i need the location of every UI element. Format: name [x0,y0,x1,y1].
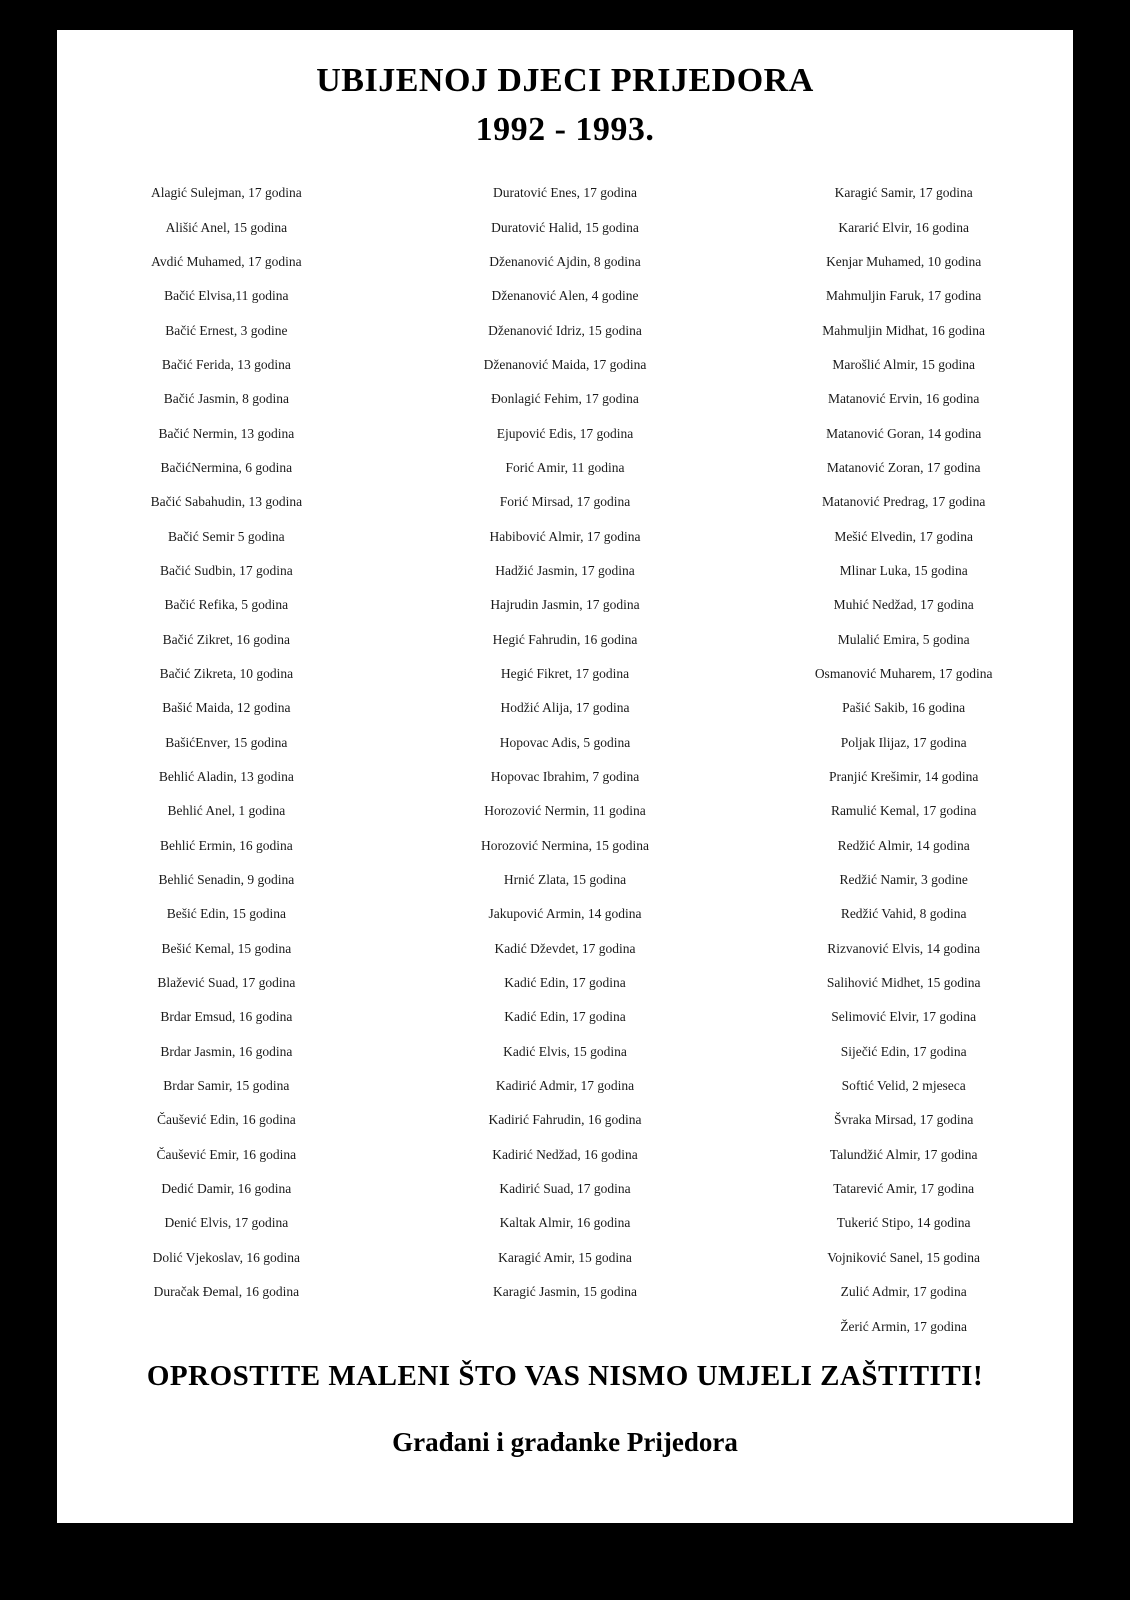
victim-entry: Tukerić Stipo, 14 godina [836,1215,971,1231]
victim-entry: Alagić Sulejman, 17 godina [150,185,302,201]
victim-entry: Ejupović Edis, 17 godina [496,425,634,441]
victim-entry: Hopovac Adis, 5 godina [499,734,631,750]
victim-entry: Ramulić Kemal, 17 godina [830,803,977,819]
victim-entry: Habibović Almir, 17 godina [489,528,641,544]
victim-entry: Denić Elvis, 17 godina [164,1215,289,1231]
victim-entry: Hrnić Zlata, 15 godina [503,872,627,888]
victim-entry: Duratović Halid, 15 godina [491,219,639,235]
victim-entry: Čaušević Emir, 16 godina [156,1146,297,1162]
victim-entry: Avdić Muhamed, 17 godina [151,253,302,269]
victim-entry: Mlinar Luka, 15 godina [839,562,968,578]
victim-entry: Dženanović Ajdin, 8 godina [489,253,641,269]
victim-entry: BašićEnver, 15 godina [165,734,288,750]
victim-entry: Bašić Maida, 12 godina [162,700,291,716]
victim-entry: Mešić Elvedin, 17 godina [834,528,974,544]
victim-entry: Bačić Ferida, 13 godina [161,356,291,372]
victim-entry: Matanović Zoran, 17 godina [826,459,981,475]
victim-entry: Marošlić Almir, 15 godina [832,356,976,372]
victim-entry: Duračak Đemal, 16 godina [153,1284,300,1300]
victim-entry: Kadirić Nedžad, 16 godina [492,1146,638,1162]
victim-entry: Bačić Elvisa,11 godina [164,288,289,304]
victim-entry: Pranjić Krešimir, 14 godina [828,769,979,785]
victim-entry: Čaušević Edin, 16 godina [156,1112,296,1128]
victim-entry: Bačić Jasmin, 8 godina [163,391,289,407]
victim-entry: Horozović Nermin, 11 godina [484,803,646,819]
victim-entry: Matanović Goran, 14 godina [826,425,982,441]
victim-entry: Dženanović Idriz, 15 godina [488,322,642,338]
victim-column-3 [734,176,1073,1344]
victim-entry: Bačić Sabahudin, 13 godina [150,494,303,510]
victim-entry: Đonlagić Fehim, 17 godina [491,391,639,407]
victim-entry: Švraka Mirsad, 17 godina [833,1112,974,1128]
victim-entry: Tatarević Amir, 17 godina [833,1181,975,1197]
victim-entry: Mulalić Emira, 5 godina [837,631,970,647]
victim-entry: Jakupović Armin, 14 godina [488,906,642,922]
victim-entry: Dedić Damir, 16 godina [161,1181,292,1197]
victim-entry: Muhić Nedžad, 17 godina [833,597,974,613]
victim-entry: Kenjar Muhamed, 10 godina [826,253,982,269]
page-title [57,56,1073,154]
victim-entry: Ališić Anel, 15 godina [165,219,288,235]
victim-entry: Bačić Refika, 5 godina [164,597,289,613]
apology-text: OPROSTITE MALENI ŠTO VAS NISMO UMJELI ZAŠTITITI! [146,1359,984,1392]
victim-entry: Bešić Edin, 15 godina [166,906,286,922]
victim-column-1 [57,176,396,1344]
victim-entry: Bešić Kemal, 15 godina [161,940,292,956]
victim-entry: Blažević Suad, 17 godina [157,975,296,991]
victim-entry: Kaltak Almir, 16 godina [499,1215,631,1231]
victim-entry: Bačić Semir 5 godina [168,528,285,544]
victim-entry: Mahmuljin Faruk, 17 godina [826,288,982,304]
victim-entry: Behlić Anel, 1 godina [167,803,286,819]
victim-entry: Kadić Elvis, 15 godina [503,1043,627,1059]
victim-entry: Kadić Dževdet, 17 godina [494,940,636,956]
victim-entry: Brdar Emsud, 16 godina [160,1009,293,1025]
victim-entry: Karagić Amir, 15 godina [498,1249,632,1265]
victim-entry: Bačić Nermin, 13 godina [158,425,295,441]
victim-entry: Mahmuljin Midhat, 16 godina [822,322,986,338]
victim-entry: Forić Mirsad, 17 godina [499,494,631,510]
victim-entry: Poljak Ilijaz, 17 godina [840,734,967,750]
victim-entry: Selimović Elvir, 17 godina [831,1009,977,1025]
victim-entry: Karagić Samir, 17 godina [834,185,973,201]
victim-entry: Dolić Vjekoslav, 16 godina [152,1249,301,1265]
victim-entry: Hopovac Ibrahim, 7 godina [490,769,640,785]
victim-entry: Forić Amir, 11 godina [505,459,625,475]
victim-entry: Bačić Zikret, 16 godina [162,631,291,647]
victim-entry: Behlić Ermin, 16 godina [159,837,293,853]
victim-entry: Salihović Midhet, 15 godina [826,975,981,991]
victim-entry: Softić Velid, 2 mjeseca [841,1078,966,1094]
victim-entry: Vojniković Sanel, 15 godina [827,1249,981,1265]
victim-entry: Hodžić Alija, 17 godina [500,700,630,716]
victim-entry: Matanović Ervin, 16 godina [827,391,980,407]
victim-entry: Osmanović Muharem, 17 godina [814,665,993,681]
victim-entry: Brdar Jasmin, 16 godina [160,1043,293,1059]
victim-entry: Rizvanović Elvis, 14 godina [827,940,981,956]
victim-entry: Zulić Admir, 17 godina [840,1284,967,1300]
victim-entry: Bačić Ernest, 3 godine [165,322,288,338]
victim-entry: Redžić Almir, 14 godina [837,837,970,853]
victim-entry: Hajrudin Jasmin, 17 godina [490,597,640,613]
victim-entry: Žerić Armin, 17 godina [840,1318,968,1334]
victim-entry: Redžić Vahid, 8 godina [840,906,967,922]
victim-entry: Bačić Zikreta, 10 godina [159,665,294,681]
victim-entry: Kadirić Fahrudin, 16 godina [488,1112,642,1128]
victim-entry: Dženanović Maida, 17 godina [483,356,647,372]
victim-entry: Brdar Samir, 15 godina [163,1078,290,1094]
victim-entry: BačićNermina, 6 godina [160,459,293,475]
victim-entry: Horozović Nermina, 15 godina [481,837,649,853]
victim-entry: Karagić Jasmin, 15 godina [493,1284,637,1300]
victim-column-2 [396,176,735,1344]
victim-entry: Hadžić Jasmin, 17 godina [495,562,635,578]
victim-entry: Kadirić Suad, 17 godina [499,1181,631,1197]
victim-entry: Hegić Fahrudin, 16 godina [492,631,638,647]
victim-entry: Bačić Sudbin, 17 godina [159,562,293,578]
victim-entry: Redžić Namir, 3 godine [839,872,968,888]
victim-entry: Kadirić Admir, 17 godina [495,1078,635,1094]
victim-entry: Hegić Fikret, 17 godina [500,665,630,681]
victim-entry: Kadić Edin, 17 godina [504,975,626,991]
victim-entry: Siječić Edin, 17 godina [840,1043,967,1059]
victim-entry: Kararić Elvir, 16 godina [838,219,970,235]
victim-entry: Talundžić Almir, 17 godina [829,1146,978,1162]
victim-entry: Dženanović Alen, 4 godine [491,288,639,304]
title-line-2: 1992 - 1993. [475,111,655,148]
victim-entry: Duratović Enes, 17 godina [493,185,637,201]
memorial-page [57,30,1073,1523]
victim-entry: Behlić Senadin, 9 godina [158,872,295,888]
signature-text: Građani i građanke Prijedora [392,1426,738,1457]
victim-entry: Kadić Edin, 17 godina [504,1009,626,1025]
title-line-1: UBIJENOJ DJECI PRIJEDORA [316,62,814,99]
victim-entry: Pašić Sakib, 16 godina [842,700,966,716]
victim-name-columns [57,176,1073,1344]
victim-entry: Behlić Aladin, 13 godina [158,769,294,785]
victim-entry: Matanović Predrag, 17 godina [821,494,986,510]
